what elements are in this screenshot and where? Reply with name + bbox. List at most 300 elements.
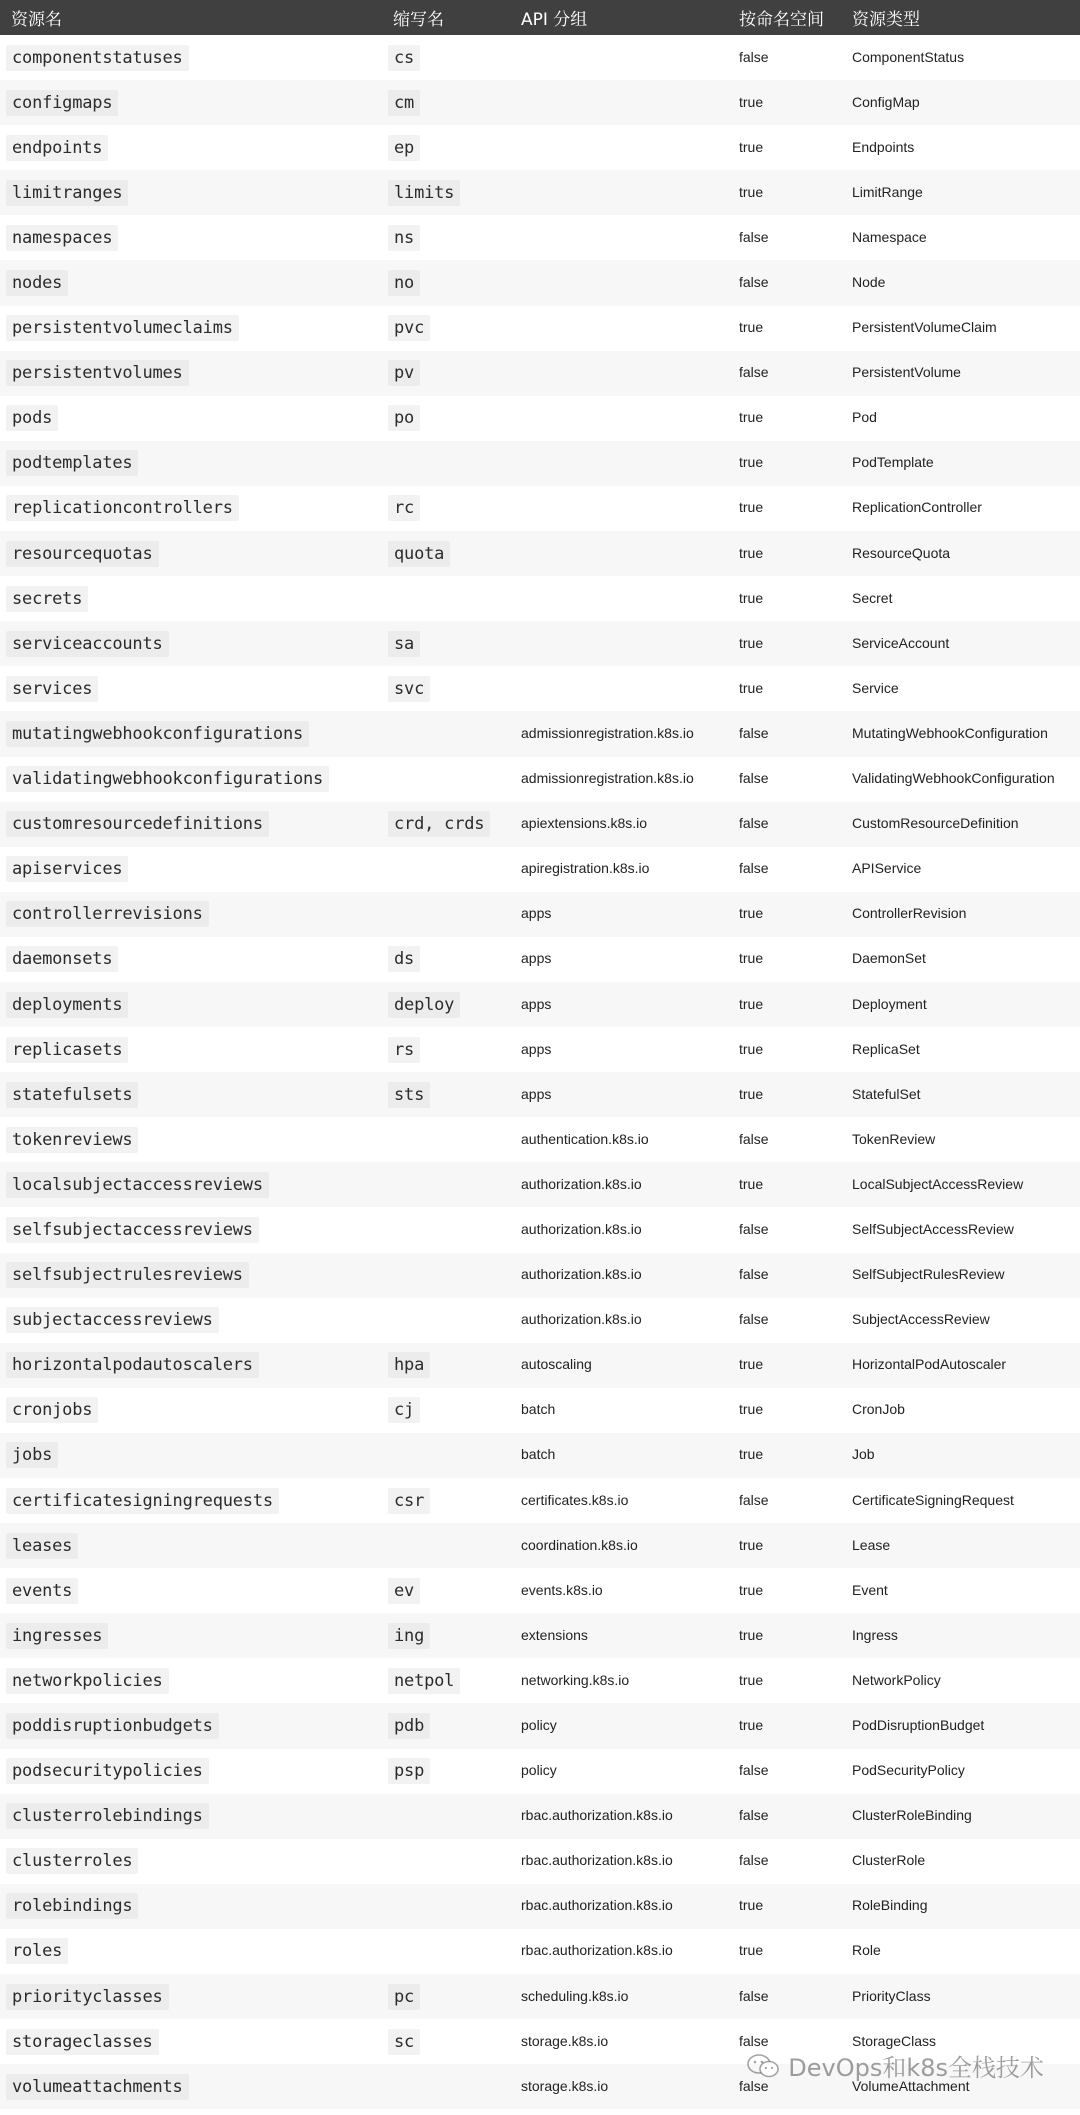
- cell-kind-text: DaemonSet: [852, 950, 926, 967]
- cell-kind: [841, 1433, 1080, 1478]
- table-row: [0, 1253, 1080, 1298]
- cell-api-group: [510, 1839, 728, 1884]
- cell-namespaced-text: false: [739, 1311, 769, 1328]
- cell-kind: [841, 306, 1080, 351]
- cell-kind: [841, 711, 1080, 756]
- cell-api-group-text: storage.k8s.io: [521, 2077, 609, 2094]
- cell-short-name-text: pdb: [388, 1713, 430, 1739]
- cell-short-name: [382, 170, 510, 215]
- cell-short-name-text: ds: [388, 946, 420, 972]
- cell-namespaced-text: false: [739, 815, 769, 832]
- cell-short-name: [382, 1478, 510, 1523]
- cell-short-name: [382, 1658, 510, 1703]
- cell-resource-name: [0, 892, 382, 937]
- cell-resource-name-text: storageclasses: [6, 2029, 159, 2055]
- cell-namespaced: [728, 1794, 841, 1839]
- cell-api-group: [510, 396, 728, 441]
- header-kind: 资源类型: [852, 10, 920, 30]
- cell-kind: [841, 576, 1080, 621]
- cell-resource-name-text: subjectaccessreviews: [6, 1307, 219, 1333]
- cell-resource-name-text: customresourcedefinitions: [6, 811, 269, 837]
- cell-resource-name-text: namespaces: [6, 225, 118, 251]
- cell-namespaced: [728, 1749, 841, 1794]
- cell-kind-text: SubjectAccessReview: [852, 1311, 990, 1328]
- cell-namespaced: [728, 1839, 841, 1884]
- cell-resource-name: [0, 1613, 382, 1658]
- table-row: [0, 757, 1080, 802]
- cell-resource-name-text: pods: [6, 405, 58, 431]
- cell-short-name-text: ep: [388, 135, 420, 161]
- cell-short-name-text: pc: [388, 1984, 420, 2010]
- cell-namespaced: [728, 666, 841, 711]
- cell-kind-text: Endpoints: [852, 138, 915, 155]
- cell-api-group-text: authentication.k8s.io: [521, 1130, 649, 1147]
- cell-short-name: [382, 1929, 510, 1974]
- cell-namespaced-text: true: [739, 1085, 764, 1102]
- cell-api-group: [510, 441, 728, 486]
- cell-api-group-text: networking.k8s.io: [521, 1671, 630, 1688]
- cell-api-group-text: admissionregistration.k8s.io: [521, 770, 694, 787]
- cell-resource-name: [0, 351, 382, 396]
- cell-kind-text: ResourceQuota: [852, 544, 951, 561]
- cell-resource-name-text: selfsubjectrulesreviews: [6, 1262, 249, 1288]
- cell-namespaced: [728, 1027, 841, 1072]
- cell-namespaced-text: false: [739, 228, 769, 245]
- cell-resource-name-text: validatingwebhookconfigurations: [6, 766, 329, 792]
- cell-namespaced-text: true: [739, 950, 764, 967]
- cell-resource-name-text: podsecuritypolicies: [6, 1758, 209, 1784]
- cell-short-name-text: cj: [388, 1397, 420, 1423]
- cell-kind: [841, 1253, 1080, 1298]
- cell-kind-text: StorageClass: [852, 2032, 937, 2049]
- cell-resource-name: [0, 531, 382, 576]
- cell-resource-name: [0, 982, 382, 1027]
- cell-namespaced-text: false: [739, 1491, 769, 1508]
- cell-namespaced: [728, 35, 841, 80]
- cell-api-group: [510, 711, 728, 756]
- cell-namespaced: [728, 1703, 841, 1748]
- table-row: [0, 1298, 1080, 1343]
- cell-short-name: [382, 892, 510, 937]
- cell-api-group: [510, 1072, 728, 1117]
- cell-short-name: [382, 486, 510, 531]
- cell-resource-name-text: podtemplates: [6, 450, 138, 476]
- cell-api-group-text: authorization.k8s.io: [521, 1175, 642, 1192]
- cell-resource-name: [0, 35, 382, 80]
- table-row: [0, 35, 1080, 80]
- cell-api-group-text: coordination.k8s.io: [521, 1536, 638, 1553]
- cell-namespaced-text: false: [739, 1130, 769, 1147]
- table-row: [0, 892, 1080, 937]
- cell-api-group: [510, 1343, 728, 1388]
- cell-api-group: [510, 1884, 728, 1929]
- cell-resource-name-text: replicasets: [6, 1037, 128, 1063]
- cell-resource-name: [0, 1839, 382, 1884]
- cell-namespaced: [728, 1343, 841, 1388]
- cell-namespaced: [728, 531, 841, 576]
- cell-api-group: [510, 306, 728, 351]
- table-row: [0, 1839, 1080, 1884]
- cell-namespaced-text: false: [739, 1266, 769, 1283]
- cell-resource-name: [0, 1568, 382, 1613]
- cell-api-group: [510, 1613, 728, 1658]
- cell-kind: [841, 1027, 1080, 1072]
- cell-resource-name-text: certificatesigningrequests: [6, 1488, 279, 1514]
- cell-api-group-text: rbac.authorization.k8s.io: [521, 1942, 673, 1959]
- cell-kind: [841, 80, 1080, 125]
- table-row: [0, 1523, 1080, 1568]
- cell-namespaced-text: true: [739, 1897, 764, 1914]
- cell-api-group: [510, 80, 728, 125]
- cell-resource-name-text: jobs: [6, 1442, 58, 1468]
- cell-namespaced-text: false: [739, 1220, 769, 1237]
- cell-resource-name: [0, 486, 382, 531]
- cell-namespaced-text: true: [739, 1401, 764, 1418]
- table-row: [0, 1478, 1080, 1523]
- cell-namespaced: [728, 1884, 841, 1929]
- cell-kind: [841, 1568, 1080, 1613]
- cell-namespaced: [728, 576, 841, 621]
- cell-api-group: [510, 1478, 728, 1523]
- cell-kind-text: Event: [852, 1581, 888, 1598]
- table-row: [0, 576, 1080, 621]
- cell-short-name: [382, 1072, 510, 1117]
- cell-kind-text: ReplicationController: [852, 499, 982, 516]
- cell-short-name: [382, 711, 510, 756]
- cell-short-name-text: sts: [388, 1082, 430, 1108]
- cell-namespaced: [728, 125, 841, 170]
- cell-api-group-text: rbac.authorization.k8s.io: [521, 1897, 673, 1914]
- cell-kind: [841, 757, 1080, 802]
- cell-api-group: [510, 1658, 728, 1703]
- cell-api-group-text: policy: [521, 1762, 557, 1779]
- cell-resource-name: [0, 1478, 382, 1523]
- cell-short-name: [382, 396, 510, 441]
- cell-kind-text: ComponentStatus: [852, 48, 965, 65]
- cell-short-name: [382, 1117, 510, 1162]
- cell-resource-name-text: horizontalpodautoscalers: [6, 1352, 259, 1378]
- cell-resource-name: [0, 306, 382, 351]
- cell-short-name: [382, 1388, 510, 1433]
- cell-resource-name: [0, 1162, 382, 1207]
- cell-namespaced: [728, 170, 841, 215]
- table-row: [0, 170, 1080, 215]
- cell-resource-name: [0, 215, 382, 260]
- cell-resource-name-text: poddisruptionbudgets: [6, 1713, 219, 1739]
- cell-short-name: [382, 1884, 510, 1929]
- cell-resource-name: [0, 1974, 382, 2019]
- cell-api-group-text: apps: [521, 950, 552, 967]
- cell-kind: [841, 1794, 1080, 1839]
- cell-namespaced: [728, 621, 841, 666]
- cell-api-group-text: admissionregistration.k8s.io: [521, 724, 694, 741]
- cell-kind-text: ReplicaSet: [852, 1040, 920, 1057]
- cell-short-name: [382, 802, 510, 847]
- cell-kind-text: PodDisruptionBudget: [852, 1717, 985, 1734]
- table-row: [0, 1884, 1080, 1929]
- cell-api-group: [510, 1433, 728, 1478]
- cell-api-group: [510, 351, 728, 396]
- cell-resource-name-text: services: [6, 676, 98, 702]
- cell-api-group: [510, 486, 728, 531]
- cell-short-name: [382, 2064, 510, 2109]
- cell-api-group: [510, 125, 728, 170]
- table-row: [0, 1162, 1080, 1207]
- table-row: [0, 1749, 1080, 1794]
- cell-resource-name: [0, 1749, 382, 1794]
- table-row: [0, 1117, 1080, 1162]
- table-row: [0, 1974, 1080, 2019]
- table-row: [0, 1027, 1080, 1072]
- cell-resource-name-text: resourcequotas: [6, 541, 159, 567]
- cell-namespaced: [728, 1478, 841, 1523]
- cell-resource-name-text: networkpolicies: [6, 1668, 169, 1694]
- cell-api-group: [510, 621, 728, 666]
- cell-namespaced-text: false: [739, 48, 769, 65]
- cell-short-name-text: limits: [388, 180, 460, 206]
- cell-resource-name-text: persistentvolumeclaims: [6, 315, 239, 341]
- table-row: [0, 847, 1080, 892]
- cell-namespaced-text: true: [739, 1356, 764, 1373]
- cell-resource-name-text: rolebindings: [6, 1893, 138, 1919]
- cell-resource-name-text: priorityclasses: [6, 1984, 169, 2010]
- cell-namespaced-text: false: [739, 1852, 769, 1869]
- cell-api-group: [510, 531, 728, 576]
- cell-kind-text: CustomResourceDefinition: [852, 815, 1019, 832]
- cell-short-name: [382, 1974, 510, 2019]
- cell-short-name: [382, 666, 510, 711]
- cell-kind: [841, 35, 1080, 80]
- cell-short-name-text: deploy: [388, 992, 460, 1018]
- cell-resource-name-text: leases: [6, 1533, 78, 1559]
- cell-namespaced: [728, 757, 841, 802]
- cell-resource-name-text: secrets: [6, 586, 88, 612]
- cell-namespaced-text: true: [739, 905, 764, 922]
- cell-kind: [841, 621, 1080, 666]
- cell-kind: [841, 892, 1080, 937]
- cell-api-group: [510, 1207, 728, 1252]
- table-row: [0, 2019, 1080, 2064]
- cell-short-name-text: csr: [388, 1488, 430, 1514]
- cell-namespaced: [728, 892, 841, 937]
- cell-namespaced-text: true: [739, 499, 764, 516]
- cell-resource-name: [0, 1884, 382, 1929]
- cell-kind: [841, 1072, 1080, 1117]
- cell-namespaced-text: false: [739, 274, 769, 291]
- cell-kind: [841, 2064, 1080, 2109]
- cell-kind-text: CertificateSigningRequest: [852, 1491, 1014, 1508]
- cell-short-name-text: psp: [388, 1758, 430, 1784]
- cell-short-name-text: ing: [388, 1623, 430, 1649]
- cell-namespaced: [728, 982, 841, 1027]
- cell-resource-name-text: tokenreviews: [6, 1127, 138, 1153]
- cell-short-name: [382, 576, 510, 621]
- cell-api-group: [510, 170, 728, 215]
- cell-kind: [841, 847, 1080, 892]
- cell-kind: [841, 1117, 1080, 1162]
- cell-namespaced: [728, 847, 841, 892]
- cell-short-name: [382, 1613, 510, 1658]
- cell-resource-name: [0, 666, 382, 711]
- cell-short-name: [382, 441, 510, 486]
- cell-resource-name: [0, 1433, 382, 1478]
- cell-namespaced: [728, 80, 841, 125]
- header-row: [0, 0, 1080, 35]
- cell-api-group-text: certificates.k8s.io: [521, 1491, 629, 1508]
- cell-api-group: [510, 666, 728, 711]
- cell-namespaced: [728, 2064, 841, 2109]
- cell-api-group: [510, 1298, 728, 1343]
- cell-kind-text: LimitRange: [852, 183, 923, 200]
- cell-namespaced-text: true: [739, 1536, 764, 1553]
- cell-resource-name: [0, 441, 382, 486]
- cell-kind: [841, 1839, 1080, 1884]
- table-row: [0, 1388, 1080, 1433]
- cell-namespaced-text: true: [739, 1717, 764, 1734]
- cell-namespaced-text: true: [739, 589, 764, 606]
- cell-namespaced: [728, 711, 841, 756]
- cell-short-name: [382, 306, 510, 351]
- cell-short-name-text: pv: [388, 360, 420, 386]
- cell-kind-text: Service: [852, 679, 899, 696]
- table-row: [0, 937, 1080, 982]
- cell-resource-name: [0, 1658, 382, 1703]
- cell-api-group-text: authorization.k8s.io: [521, 1311, 642, 1328]
- cell-namespaced-text: false: [739, 2032, 769, 2049]
- cell-kind: [841, 1523, 1080, 1568]
- cell-short-name: [382, 1343, 510, 1388]
- cell-resource-name: [0, 937, 382, 982]
- cell-kind-text: MutatingWebhookConfiguration: [852, 724, 1048, 741]
- cell-namespaced: [728, 1207, 841, 1252]
- cell-namespaced-text: false: [739, 1987, 769, 2004]
- cell-api-group-text: rbac.authorization.k8s.io: [521, 1852, 673, 1869]
- cell-kind-text: SelfSubjectAccessReview: [852, 1220, 1014, 1237]
- cell-namespaced: [728, 1523, 841, 1568]
- cell-api-group-text: policy: [521, 1717, 557, 1734]
- cell-short-name: [382, 1839, 510, 1884]
- cell-kind-text: NetworkPolicy: [852, 1671, 941, 1688]
- cell-namespaced: [728, 1253, 841, 1298]
- cell-resource-name: [0, 621, 382, 666]
- cell-namespaced-text: true: [739, 1581, 764, 1598]
- table-row: [0, 125, 1080, 170]
- table-row: [0, 441, 1080, 486]
- table-row: [0, 982, 1080, 1027]
- cell-namespaced-text: true: [739, 1942, 764, 1959]
- cell-resource-name-text: ingresses: [6, 1623, 108, 1649]
- cell-namespaced: [728, 351, 841, 396]
- cell-kind-text: SelfSubjectRulesReview: [852, 1266, 1005, 1283]
- cell-short-name: [382, 531, 510, 576]
- table-row: [0, 486, 1080, 531]
- table-row: [0, 1343, 1080, 1388]
- cell-resource-name-text: events: [6, 1578, 78, 1604]
- table-row: [0, 666, 1080, 711]
- cell-short-name: [382, 847, 510, 892]
- cell-resource-name: [0, 2064, 382, 2109]
- cell-short-name: [382, 2019, 510, 2064]
- cell-namespaced-text: true: [739, 93, 764, 110]
- cell-resource-name: [0, 1072, 382, 1117]
- cell-kind-text: ClusterRole: [852, 1852, 926, 1869]
- table-row: [0, 1613, 1080, 1658]
- cell-short-name-text: pvc: [388, 315, 430, 341]
- cell-namespaced-text: true: [739, 409, 764, 426]
- cell-kind-text: PersistentVolumeClaim: [852, 319, 997, 336]
- cell-namespaced-text: true: [739, 1671, 764, 1688]
- cell-namespaced: [728, 1072, 841, 1117]
- cell-resource-name: [0, 1117, 382, 1162]
- cell-resource-name: [0, 757, 382, 802]
- cell-namespaced: [728, 1298, 841, 1343]
- cell-kind: [841, 1388, 1080, 1433]
- cell-kind-text: APIService: [852, 860, 922, 877]
- cell-resource-name: [0, 1298, 382, 1343]
- cell-kind-text: PodSecurityPolicy: [852, 1762, 965, 1779]
- cell-api-group-text: apps: [521, 1085, 552, 1102]
- cell-api-group-text: apiregistration.k8s.io: [521, 860, 650, 877]
- cell-kind-text: Secret: [852, 589, 893, 606]
- cell-namespaced-text: true: [739, 454, 764, 471]
- cell-short-name: [382, 1568, 510, 1613]
- cell-kind: [841, 937, 1080, 982]
- cell-short-name-text: quota: [388, 541, 450, 567]
- cell-kind: [841, 1884, 1080, 1929]
- cell-namespaced: [728, 260, 841, 305]
- cell-short-name: [382, 1162, 510, 1207]
- cell-api-group: [510, 1253, 728, 1298]
- cell-api-group: [510, 1388, 728, 1433]
- cell-api-group-text: authorization.k8s.io: [521, 1266, 642, 1283]
- cell-namespaced-text: true: [739, 138, 764, 155]
- cell-kind-text: ServiceAccount: [852, 634, 950, 651]
- cell-kind: [841, 1298, 1080, 1343]
- cell-kind-text: RoleBinding: [852, 1897, 928, 1914]
- cell-short-name-text: sa: [388, 631, 420, 657]
- cell-kind: [841, 1974, 1080, 2019]
- cell-api-group-text: storage.k8s.io: [521, 2032, 609, 2049]
- table-row: [0, 711, 1080, 756]
- cell-api-group: [510, 982, 728, 1027]
- cell-namespaced: [728, 1613, 841, 1658]
- table-row: [0, 1568, 1080, 1613]
- cell-resource-name: [0, 1207, 382, 1252]
- cell-kind-text: PodTemplate: [852, 454, 934, 471]
- cell-resource-name-text: endpoints: [6, 135, 108, 161]
- cell-short-name: [382, 621, 510, 666]
- cell-namespaced-text: true: [739, 679, 764, 696]
- table-header: [0, 0, 1080, 35]
- table-row: [0, 802, 1080, 847]
- table-row: [0, 1703, 1080, 1748]
- cell-resource-name-text: clusterroles: [6, 1848, 138, 1874]
- cell-resource-name: [0, 802, 382, 847]
- cell-kind-text: Job: [852, 1446, 875, 1463]
- cell-resource-name-text: componentstatuses: [6, 45, 189, 71]
- cell-kind-text: CronJob: [852, 1401, 905, 1418]
- cell-resource-name: [0, 1388, 382, 1433]
- cell-namespaced: [728, 215, 841, 260]
- cell-kind-text: Pod: [852, 409, 877, 426]
- cell-short-name-text: po: [388, 405, 420, 431]
- cell-api-group: [510, 1794, 728, 1839]
- cell-short-name-text: cm: [388, 90, 420, 116]
- cell-api-group-text: batch: [521, 1401, 556, 1418]
- cell-api-group: [510, 1929, 728, 1974]
- cell-kind-text: Deployment: [852, 995, 927, 1012]
- cell-api-group: [510, 35, 728, 80]
